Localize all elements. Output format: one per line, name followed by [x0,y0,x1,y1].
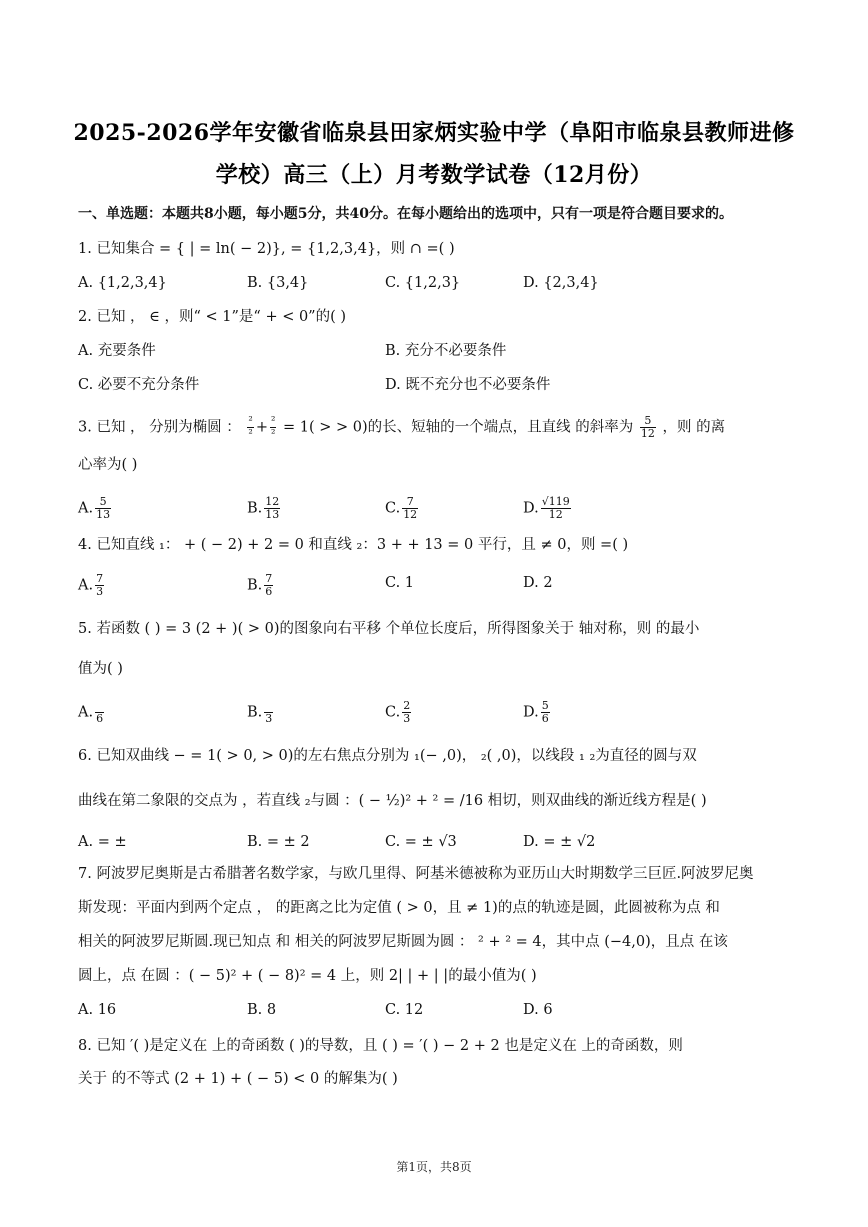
q5-option-a: A. 6 [78,700,106,725]
question-4-stem: 4. 已知直线 ₁： + ( − 2) + 2 = 0 和直线 ₂：3 + + 13 = 0 平行，且 ≠ 0，则 =( ) [78,537,629,553]
question-3-stem: 3. 已知 ， 分别为椭圆 ： $\frac{\text{²}}{\text{²}}$ + $\frac{\text{²}}{\text{²}}$ = 1( > > 0)的长、短轴的一个端点，且直线 的斜率为 $\frac{5}{12}$ ，则 的离 [78,414,726,440]
q4-option-b: B. $\frac{7}{6}$ [247,572,273,598]
question-8-line1: 8. 已知 ′( )是定义在 上的奇函数 ( )的导数，且 ( ) = ′( ) − 2 + 2 也是定义在 上的奇函数，则 [78,1038,683,1054]
q3-option-c: C. $\frac{7}{12}$ [385,495,418,521]
q7-option-d: D. 6 [523,1002,553,1018]
ellipse-term-y: $\frac{\text{²}}{\text{²}}$ [270,414,276,440]
question-7-line4: 圆上，点 在圆 ：( − 5)² + ( − 8)² = 4 上，则 2| | + | |的最小值为( ) [78,968,537,984]
q2-option-a: A. 充要条件 [78,343,156,359]
q3-slope-fraction: $\frac{5}{12}$ [640,414,655,440]
q6-option-c: C. = ± √3 [385,834,457,850]
q1-option-b: B. {3,4} [247,275,309,291]
question-7-line2: 斯发现：平面内到两个定点 ， 的距离之比为定值 ( > 0，且 ≠ 1)的点的轨迹是圆，此圆被称为点 和 [78,900,720,916]
q1-option-d: D. {2,3,4} [523,275,599,291]
q5-option-d: D. $\frac{5}{6}$ [523,699,549,725]
question-7-line1: 7. 阿波罗尼奥斯是古希腊著名数学家，与欧几里得、阿基米德被称为亚历山大时期数学三巨匠.阿波罗尼奥 [78,866,754,882]
q2-option-b: B. 充分不必要条件 [385,343,507,359]
q7-option-b: B. 8 [247,1002,277,1018]
question-1-stem: 1. 已知集合 = { | = ln( − 2)}, = {1,2,3,4}，则 ∩ =( ) [78,241,455,257]
question-7-line3: 相关的阿波罗尼斯圆.现已知点 和 相关的阿波罗尼斯圆为圆 ： ² + ² = 4，其中点 (−4,0)，且点 在该 [78,934,728,950]
q3-stem-part3: ，则 的离 [662,419,726,436]
q3-stem-part1: 3. 已知 ， 分别为椭圆 ： [78,419,241,436]
question-2-stem: 2. 已知 ， ∈ ，则“ < 1”是“ + < 0”的( ) [78,309,347,325]
ellipse-term-x: $\frac{\text{²}}{\text{²}}$ [248,414,253,440]
q1-option-c: C. {1,2,3} [385,275,461,291]
exam-title-line2: 学校）高三（上）月考数学试卷（12月份） [215,162,653,188]
q4-option-d: D. 2 [523,575,553,591]
q5-option-c: C. $\frac{2}{3}$ [385,699,411,725]
q3-option-d: D. $\frac{√119}{12}$ [523,495,570,521]
q3-option-a: A. $\frac{5}{13}$ [78,495,111,521]
q3-stem-line2: 心率为( ) [78,457,138,473]
q3-stem-part2: = 1( > > 0)的长、短轴的一个端点，且直线 的斜率为 [283,419,634,436]
exam-title-line1: 2025-2026学年安徽省临泉县田家炳实验中学（阜阳市临泉县教师进修 [73,120,795,146]
section-heading: 一、单选题：本题共8小题，每小题5分，共40分。在每小题给出的选项中，只有一项是符合题目要求的。 [78,206,733,222]
q6-option-b: B. = ± 2 [247,834,310,850]
q2-option-c: C. 必要不充分条件 [78,377,200,393]
page-number-footer: 第1页，共8页 [396,1160,472,1174]
q1-option-a: A. {1,2,3,4} [78,275,167,291]
question-5-stem: 5. 若函数 ( ) = 3 (2 + )( > 0)的图象向右平移 个单位长度后，所得图象关于 轴对称，则 的最小 [78,621,700,637]
q5-stem-line2: 值为( ) [78,661,123,677]
q3-option-b: B. $\frac{12}{13}$ [247,495,280,521]
q6-option-d: D. = ± √2 [523,834,596,850]
q6-option-a: A. = ± [78,834,127,850]
q4-option-c: C. 1 [385,575,415,591]
q7-option-c: C. 12 [385,1002,424,1018]
q7-option-a: A. 16 [78,1002,117,1018]
question-6-stem: 6. 已知双曲线 − = 1( > 0, > 0)的左右焦点分别为 ₁(− ,0)， ₂( ,0)，以线段 ₁ ₂为直径的圆与双 [78,748,697,764]
q2-option-d: D. 既不充分也不必要条件 [385,377,551,393]
q4-option-a: A. $\frac{7}{3}$ [78,572,104,598]
question-8-line2: 关于 的不等式 (2 + 1) + ( − 5) < 0 的解集为( ) [78,1071,398,1087]
q5-option-b: B. 3 [247,700,275,725]
q6-stem-line2: 曲线在第二象限的交点为 ，若直线 ₂与圆 ：( − ½)² + ² = /16 相切，则双曲线的渐近线方程是( ) [78,793,707,809]
